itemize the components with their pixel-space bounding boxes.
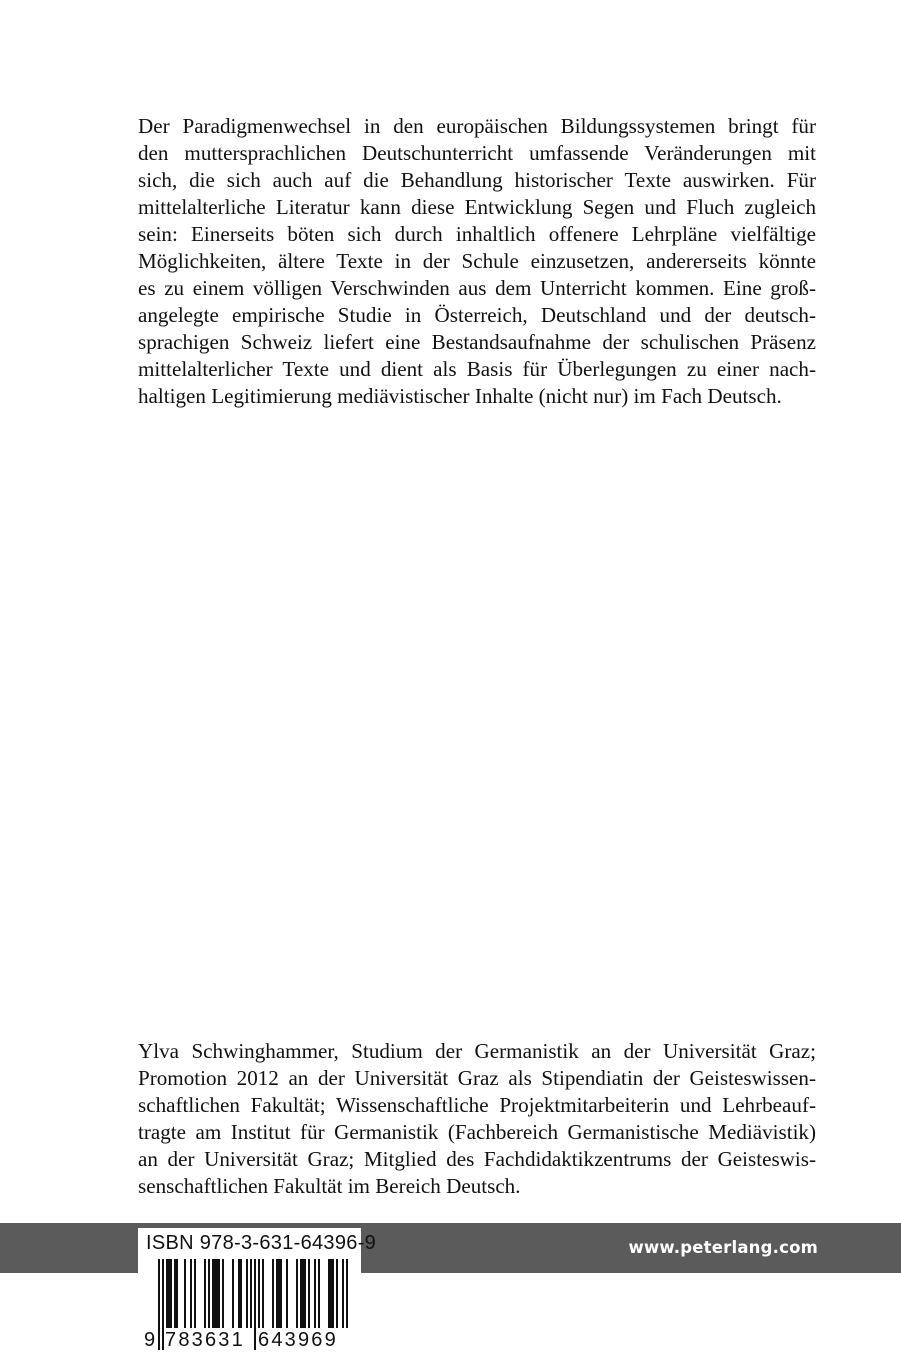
bio-line: an der Universität Graz; Mitglied des Fachdidaktikzentrums der Geisteswis- (138, 1147, 816, 1171)
barcode-bar (238, 1259, 242, 1329)
barcode-bar (232, 1259, 234, 1329)
ean-left-digits: 783631 (165, 1328, 253, 1352)
blurb-line: haltigen Legitimierung mediävistischer Inhalte (nicht nur) im Fach Deutsch. (138, 384, 782, 408)
barcode-bar (308, 1259, 310, 1329)
ean-first-digit: 9 (144, 1329, 156, 1351)
bio-line: Ylva Schwinghammer, Studium der Germanistik an der Universität Graz; (138, 1039, 816, 1063)
barcode-bar (174, 1259, 178, 1329)
barcode-guard-bar (162, 1259, 164, 1350)
blurb-line: Möglichkeiten, ältere Texte in der Schule einzusetzen, andererseits könnte (138, 249, 816, 273)
barcode-box (138, 1228, 377, 1356)
blurb-line: sich, die sich auch auf die Behandlung historischer Texte auswirken. Für (138, 168, 816, 192)
blurb-line: sein: Einerseits böten sich durch inhaltlich offenere Lehrpläne vielfältige (138, 222, 816, 246)
barcode-bar (296, 1259, 298, 1329)
barcode-bar (222, 1259, 224, 1329)
blurb-line: sprachigen Schweiz liefert eine Bestandsaufnahme der schulischen Präsenz (138, 330, 816, 354)
bio-line: senschaftlichen Fakultät im Bereich Deutsch. (138, 1174, 521, 1198)
barcode-bar (166, 1259, 172, 1329)
blurb-line: es zu einem völligen Verschwinden aus dem Unterricht kommen. Eine groß- (138, 276, 816, 300)
barcode-bar (190, 1259, 192, 1329)
isbn-label: ISBN 978-3-631-64396-9 (146, 1232, 377, 1254)
barcode-bar (336, 1259, 338, 1329)
barcode-bar (314, 1259, 316, 1329)
barcode-guard-bar (158, 1259, 160, 1350)
barcode-bar (300, 1259, 306, 1329)
barcode-bar (328, 1259, 334, 1329)
barcode-bar (212, 1259, 220, 1329)
ean-right-digits: 643969 (258, 1328, 354, 1352)
bio-line: schaftlichen Fakultät; Wissenschaftliche Projektmitarbeiterin und Lehrbeauf- (138, 1093, 816, 1117)
barcode-bar (262, 1259, 264, 1329)
barcode-bar (194, 1259, 196, 1329)
barcode-bar (276, 1259, 282, 1329)
publisher-url[interactable]: www.peterlang.com (628, 1238, 818, 1257)
barcode-bar (208, 1259, 210, 1329)
blurb-line: mittelalterliche Literatur kann diese Entwicklung Segen und Fluch zugleich (138, 195, 816, 219)
barcode-bar (204, 1259, 206, 1329)
barcode-bar (272, 1259, 274, 1329)
blurb-line: mittelalterlicher Texte und dient als Basis für Überlegungen zu einer nach- (138, 357, 816, 381)
barcode-bar (258, 1259, 260, 1329)
blurb-line: angelegte empirische Studie in Österreich, Deutschland und der deutsch- (138, 303, 816, 327)
blurb-line: den muttersprachlichen Deutschunterricht umfassende Veränderungen mit (138, 141, 816, 165)
barcode-guard-bar (254, 1259, 256, 1350)
blurb-line: Der Paradigmenwechsel in den europäischen Bildungssystemen bringt für (138, 114, 816, 138)
bio-line: Promotion 2012 an der Universität Graz als Stipendiatin der Geisteswissen- (138, 1066, 816, 1090)
barcode-bar (286, 1259, 288, 1329)
barcode-bar (184, 1259, 186, 1329)
bio-line: tragte am Institut für Germanistik (Fachbereich Germanistische Mediävistik) (138, 1120, 816, 1144)
barcode-bar (246, 1259, 248, 1329)
barcode-bar (318, 1259, 320, 1329)
